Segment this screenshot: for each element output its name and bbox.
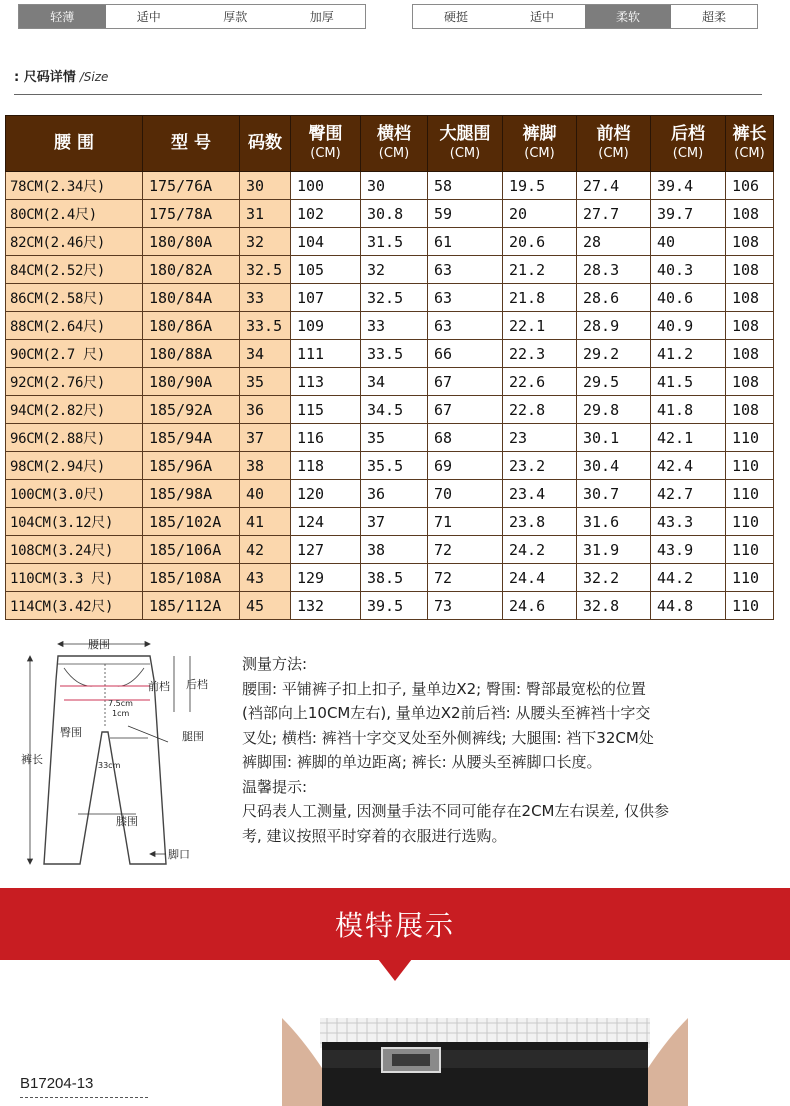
header-label: 型 号	[171, 133, 211, 153]
table-cell: 106	[726, 172, 774, 200]
table-cell: 108	[726, 256, 774, 284]
note-line: 测量方法:	[242, 655, 308, 673]
table-cell: 86CM(2.58尺)	[6, 284, 143, 312]
note-line: 温馨提示:	[242, 777, 308, 796]
table-cell: 32	[361, 256, 428, 284]
table-cell: 41	[240, 508, 291, 536]
table-cell: 37	[361, 508, 428, 536]
table-header-cell	[503, 116, 577, 172]
table-cell: 38	[361, 536, 428, 564]
diagram-label-knee: 膝围	[116, 815, 138, 828]
table-cell: 42.4	[651, 452, 726, 480]
softness-option-2[interactable]: 柔软	[585, 5, 671, 28]
table-cell: 31.6	[577, 508, 651, 536]
note-line: 腰围: 平铺裤子扣上扣子, 量单边X2; 臀围: 臀部最宽松的位置	[242, 679, 646, 698]
table-cell: 38.5	[361, 564, 428, 592]
table-cell: 29.8	[577, 396, 651, 424]
table-cell: 175/78A	[143, 200, 240, 228]
measurement-notes	[242, 652, 774, 848]
diagram-label-1cm: 1cm	[112, 709, 130, 718]
diagram-label-back-rise: 后档	[186, 678, 208, 691]
table-cell: 22.6	[503, 368, 577, 396]
table-cell: 44.2	[651, 564, 726, 592]
header-unit: (CM)	[449, 145, 481, 161]
header-label: 臀围	[308, 123, 343, 144]
table-cell: 108	[726, 200, 774, 228]
table-cell: 43	[240, 564, 291, 592]
table-cell: 175/76A	[143, 172, 240, 200]
table-row	[6, 508, 774, 536]
table-cell: 115	[291, 396, 361, 424]
table-cell: 23.2	[503, 452, 577, 480]
table-cell: 129	[291, 564, 361, 592]
table-row	[6, 480, 774, 508]
header-unit: (CM)	[524, 145, 555, 161]
banner-arrow	[378, 959, 412, 981]
table-cell: 44.8	[651, 592, 726, 620]
table-cell: 24.6	[503, 592, 577, 620]
header-unit: (CM)	[598, 145, 629, 161]
note-line: (裆部向上10CM左右), 量单边X2前后裆: 从腰头至裤裆十字交	[242, 704, 651, 722]
table-cell: 41.8	[651, 396, 726, 424]
table-row	[6, 200, 774, 228]
table-cell: 92CM(2.76尺)	[6, 368, 143, 396]
table-cell: 94CM(2.82尺)	[6, 396, 143, 424]
table-cell: 34.5	[361, 396, 428, 424]
diagram-label-length: 裤长	[21, 753, 43, 766]
model-photo	[282, 1018, 688, 1106]
table-row	[6, 396, 774, 424]
table-row	[6, 256, 774, 284]
table-cell: 110	[726, 452, 774, 480]
table-header-row	[6, 116, 774, 172]
table-cell: 110	[726, 480, 774, 508]
note-line: 尺码表人工测量, 因测量手法不同可能存在2CM左右误差, 仅供参	[242, 802, 670, 820]
table-cell: 105	[291, 256, 361, 284]
table-row	[6, 452, 774, 480]
note-line: 裤脚围: 裤脚的单边距离; 裤长: 从腰头至裤脚口长度。	[242, 753, 602, 771]
table-cell: 102	[291, 200, 361, 228]
table-header-cell	[577, 116, 651, 172]
table-cell: 110	[726, 424, 774, 452]
table-cell: 180/88A	[143, 340, 240, 368]
table-cell: 35	[240, 368, 291, 396]
table-cell: 180/82A	[143, 256, 240, 284]
table-cell: 118	[291, 452, 361, 480]
table-cell: 45	[240, 592, 291, 620]
table-cell: 70	[428, 480, 503, 508]
table-cell: 109	[291, 312, 361, 340]
table-cell: 180/84A	[143, 284, 240, 312]
table-cell: 66	[428, 340, 503, 368]
table-cell: 43.3	[651, 508, 726, 536]
table-cell: 30.8	[361, 200, 428, 228]
size-table	[5, 115, 774, 620]
table-cell: 22.8	[503, 396, 577, 424]
table-cell: 132	[291, 592, 361, 620]
table-row	[6, 536, 774, 564]
table-cell: 84CM(2.52尺)	[6, 256, 143, 284]
table-cell: 39.5	[361, 592, 428, 620]
table-cell: 21.2	[503, 256, 577, 284]
table-cell: 67	[428, 368, 503, 396]
table-cell: 124	[291, 508, 361, 536]
size-section-title: : 尺码详情 /Size	[14, 70, 109, 85]
table-cell: 185/112A	[143, 592, 240, 620]
thickness-option-2[interactable]: 厚款	[223, 10, 248, 24]
table-cell: 110	[726, 536, 774, 564]
table-cell: 108	[726, 312, 774, 340]
table-cell: 37	[240, 424, 291, 452]
table-cell: 108	[726, 228, 774, 256]
table-cell: 185/108A	[143, 564, 240, 592]
table-cell: 33.5	[361, 340, 428, 368]
table-cell: 111	[291, 340, 361, 368]
diagram-label-hip: 臀围	[60, 726, 82, 739]
table-cell: 185/106A	[143, 536, 240, 564]
table-row	[6, 564, 774, 592]
table-cell: 20.6	[503, 228, 577, 256]
table-cell: 22.1	[503, 312, 577, 340]
table-cell: 113	[291, 368, 361, 396]
table-header-cell	[361, 116, 428, 172]
table-cell: 59	[428, 200, 503, 228]
table-cell: 63	[428, 312, 503, 340]
table-body	[6, 172, 774, 620]
table-cell: 185/102A	[143, 508, 240, 536]
table-cell: 110	[726, 564, 774, 592]
table-cell: 31.9	[577, 536, 651, 564]
table-header-cell	[291, 116, 361, 172]
table-cell: 34	[240, 340, 291, 368]
diagram-label-front-rise: 前档	[148, 680, 170, 693]
banner-title: 模特展示	[334, 909, 455, 942]
table-cell: 180/80A	[143, 228, 240, 256]
table-cell: 104	[291, 228, 361, 256]
table-cell: 32.2	[577, 564, 651, 592]
table-cell: 38	[240, 452, 291, 480]
header-label: 码数	[248, 133, 282, 153]
table-header-cell	[651, 116, 726, 172]
table-cell: 58	[428, 172, 503, 200]
softness-option-0[interactable]: 硬挺	[443, 10, 468, 24]
thickness-option-1[interactable]: 适中	[136, 10, 161, 24]
model-showcase-banner	[0, 888, 790, 960]
table-cell: 31	[240, 200, 291, 228]
header-label: 大腿围	[439, 123, 491, 144]
table-cell: 28.9	[577, 312, 651, 340]
table-cell: 30	[361, 172, 428, 200]
table-row	[6, 340, 774, 368]
table-cell: 185/98A	[143, 480, 240, 508]
header-label: 后档	[671, 123, 705, 144]
dashed-divider	[20, 1097, 148, 1098]
table-cell: 110	[726, 508, 774, 536]
table-cell: 96CM(2.88尺)	[6, 424, 143, 452]
table-cell: 120	[291, 480, 361, 508]
table-cell: 108	[726, 284, 774, 312]
table-row	[6, 228, 774, 256]
table-cell: 110	[726, 592, 774, 620]
table-header-cell	[6, 116, 143, 172]
table-cell: 32.5	[240, 256, 291, 284]
header-label: 裤长	[732, 123, 767, 144]
table-row	[6, 592, 774, 620]
table-cell: 80CM(2.4尺)	[6, 200, 143, 228]
header-unit: (CM)	[734, 145, 765, 161]
note-line: 考, 建议按照平时穿着的衣服进行选购。	[242, 826, 507, 845]
header-unit: (CM)	[378, 145, 410, 161]
table-cell: 69	[428, 452, 503, 480]
table-cell: 33	[361, 312, 428, 340]
table-cell: 40.9	[651, 312, 726, 340]
table-cell: 29.2	[577, 340, 651, 368]
table-cell: 116	[291, 424, 361, 452]
table-cell: 185/94A	[143, 424, 240, 452]
table-cell: 108	[726, 396, 774, 424]
header-label: 前档	[596, 123, 631, 144]
table-cell: 27.4	[577, 172, 651, 200]
table-cell: 30.4	[577, 452, 651, 480]
table-cell: 23.8	[503, 508, 577, 536]
table-cell: 29.5	[577, 368, 651, 396]
table-cell: 24.2	[503, 536, 577, 564]
table-cell: 30	[240, 172, 291, 200]
table-cell: 185/92A	[143, 396, 240, 424]
table-header-cell	[240, 116, 291, 172]
table-cell: 28.6	[577, 284, 651, 312]
header-label: 横档	[377, 123, 411, 144]
table-cell: 32.5	[361, 284, 428, 312]
table-cell: 34	[361, 368, 428, 396]
table-header-cell	[726, 116, 774, 172]
divider	[14, 94, 762, 95]
table-cell: 114CM(3.42尺)	[6, 592, 143, 620]
note-line: 叉处; 横档: 裤裆十字交叉处至外侧裤线; 大腿围: 裆下32CM处	[242, 728, 654, 747]
table-cell: 90CM(2.7 尺)	[6, 340, 143, 368]
table-cell: 36	[361, 480, 428, 508]
thickness-option-0[interactable]: 轻薄	[19, 5, 106, 28]
diagram-label-thigh: 腿围	[182, 730, 204, 743]
table-cell: 40.6	[651, 284, 726, 312]
table-cell: 30.1	[577, 424, 651, 452]
table-cell: 41.5	[651, 368, 726, 396]
table-cell: 185/96A	[143, 452, 240, 480]
table-cell: 33.5	[240, 312, 291, 340]
table-cell: 63	[428, 256, 503, 284]
table-cell: 72	[428, 536, 503, 564]
table-cell: 180/86A	[143, 312, 240, 340]
table-cell: 108	[726, 340, 774, 368]
softness-option-1[interactable]: 适中	[529, 10, 554, 24]
table-cell: 31.5	[361, 228, 428, 256]
table-cell: 82CM(2.46尺)	[6, 228, 143, 256]
size-section-subtitle: /Size	[79, 70, 109, 84]
table-cell: 100	[291, 172, 361, 200]
header-label: 裤脚	[522, 123, 557, 144]
table-row	[6, 172, 774, 200]
diagram-label-33cm: 33cm	[98, 761, 121, 770]
header-unit: (CM)	[310, 145, 341, 161]
table-cell: 108	[726, 368, 774, 396]
header-label: 腰 围	[54, 133, 94, 153]
table-cell: 32.8	[577, 592, 651, 620]
table-cell: 19.5	[503, 172, 577, 200]
pants-measurement-diagram	[18, 632, 228, 877]
table-cell: 72	[428, 564, 503, 592]
table-cell: 22.3	[503, 340, 577, 368]
table-cell: 100CM(3.0尺)	[6, 480, 143, 508]
header-unit: (CM)	[672, 145, 704, 161]
table-cell: 28.3	[577, 256, 651, 284]
diagram-label-75cm: 7.5cm	[108, 699, 133, 708]
table-cell: 42.1	[651, 424, 726, 452]
diagram-label-hem: 脚口	[168, 848, 190, 861]
table-cell: 40.3	[651, 256, 726, 284]
table-cell: 180/90A	[143, 368, 240, 396]
table-cell: 24.4	[503, 564, 577, 592]
table-cell: 23	[503, 424, 577, 452]
table-cell: 43.9	[651, 536, 726, 564]
table-cell: 42	[240, 536, 291, 564]
table-cell: 67	[428, 396, 503, 424]
table-cell: 33	[240, 284, 291, 312]
table-cell: 20	[503, 200, 577, 228]
softness-option-3[interactable]: 超柔	[701, 10, 726, 24]
table-cell: 28	[577, 228, 651, 256]
table-cell: 127	[291, 536, 361, 564]
table-cell: 61	[428, 228, 503, 256]
thickness-option-3[interactable]: 加厚	[309, 10, 334, 24]
table-header-cell	[143, 116, 240, 172]
table-cell: 68	[428, 424, 503, 452]
table-cell: 39.4	[651, 172, 726, 200]
table-cell: 41.2	[651, 340, 726, 368]
table-cell: 27.7	[577, 200, 651, 228]
table-cell: 42.7	[651, 480, 726, 508]
table-cell: 35	[361, 424, 428, 452]
table-cell: 36	[240, 396, 291, 424]
table-row	[6, 368, 774, 396]
table-cell: 40	[651, 228, 726, 256]
table-cell: 21.8	[503, 284, 577, 312]
product-code: B17204-13	[20, 1075, 94, 1092]
table-cell: 88CM(2.64尺)	[6, 312, 143, 340]
table-cell: 73	[428, 592, 503, 620]
table-row	[6, 424, 774, 452]
table-cell: 39.7	[651, 200, 726, 228]
table-cell: 32	[240, 228, 291, 256]
table-cell: 30.7	[577, 480, 651, 508]
table-cell: 63	[428, 284, 503, 312]
table-cell: 110CM(3.3 尺)	[6, 564, 143, 592]
table-cell: 107	[291, 284, 361, 312]
table-cell: 35.5	[361, 452, 428, 480]
diagram-label-waist: 腰围	[88, 638, 110, 651]
table-cell: 78CM(2.34尺)	[6, 172, 143, 200]
table-row	[6, 284, 774, 312]
table-cell: 108CM(3.24尺)	[6, 536, 143, 564]
table-cell: 71	[428, 508, 503, 536]
table-cell: 104CM(3.12尺)	[6, 508, 143, 536]
table-row	[6, 312, 774, 340]
softness-selector	[412, 4, 758, 29]
table-cell: 40	[240, 480, 291, 508]
thickness-selector	[18, 4, 366, 29]
table-header-cell	[428, 116, 503, 172]
table-cell: 23.4	[503, 480, 577, 508]
table-cell: 98CM(2.94尺)	[6, 452, 143, 480]
